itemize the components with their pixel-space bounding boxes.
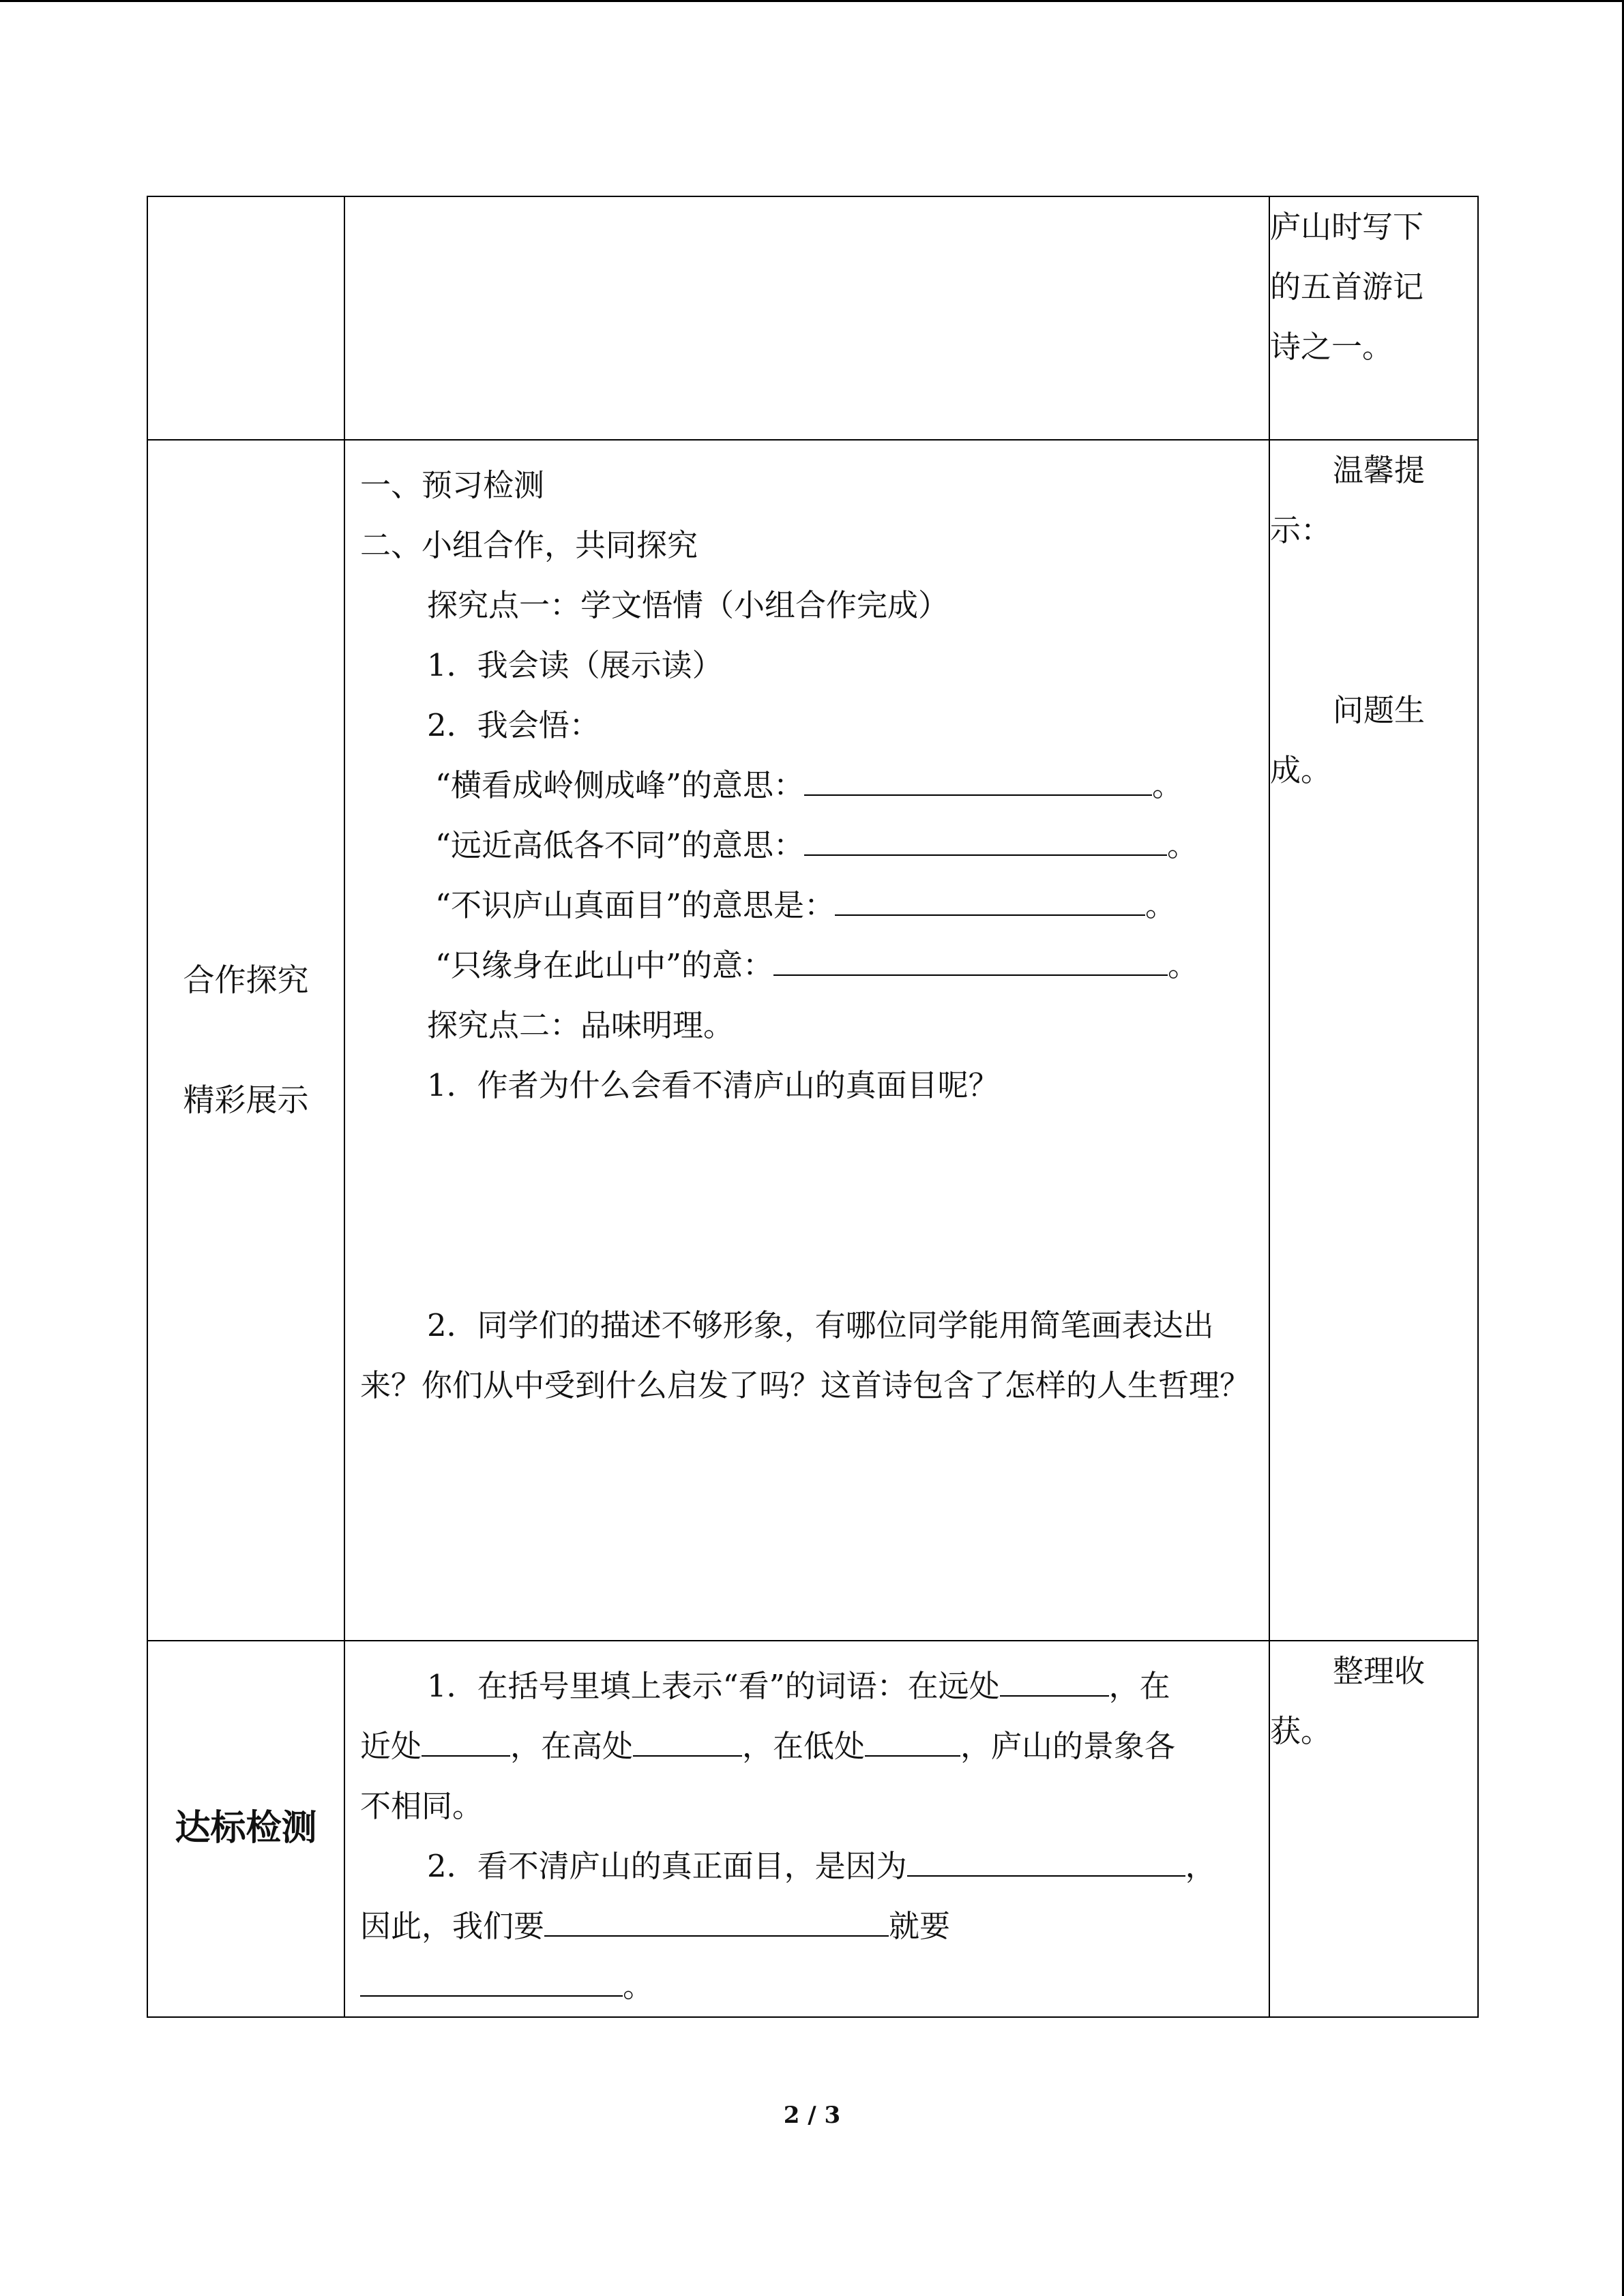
test-1-line-2 bbox=[360, 1716, 1254, 1776]
row2-note2-line-1: 问题生 bbox=[1333, 692, 1426, 728]
question-1-period: 。 bbox=[1152, 767, 1183, 803]
fill-blank-far[interactable] bbox=[1000, 1657, 1109, 1697]
row1-label-cell bbox=[147, 196, 344, 440]
page-top-border bbox=[0, 0, 1624, 2]
test-2-text-d: 就要 bbox=[889, 1908, 951, 1944]
test-1-text-e: ，在低处 bbox=[742, 1728, 866, 1764]
row2-label-line-2: 精彩展示 bbox=[183, 1082, 309, 1118]
row3-note-line-1: 整理收 bbox=[1333, 1653, 1426, 1689]
row2-note1-line-2: 示： bbox=[1270, 512, 1332, 548]
test-1-text-f: ，庐山的景象各 bbox=[960, 1728, 1176, 1764]
inquiry-point-1: 探究点一：学文悟情（小组合作完成） bbox=[427, 587, 949, 623]
question-2 bbox=[360, 816, 1254, 876]
inquiry-question-1: 1．作者为什么会看不清庐山的真面目呢？ bbox=[427, 1067, 999, 1103]
question-4-text: “只缘身在此山中”的意： bbox=[435, 947, 774, 983]
question-2-period: 。 bbox=[1167, 827, 1198, 863]
test-1-text-d: ，在高处 bbox=[510, 1728, 634, 1764]
fill-blank-low[interactable] bbox=[865, 1717, 960, 1757]
question-3-period: 。 bbox=[1145, 887, 1177, 923]
answer-blank-2[interactable] bbox=[804, 816, 1167, 856]
inquiry-question-2: 2．同学们的描述不够形象，有哪位同学能用简笔画表达出来？你们从中受到什么启发了吗？这首诗包含了怎样的人生哲理？ bbox=[360, 1307, 1251, 1403]
row2-label-line-1: 合作探究 bbox=[183, 961, 309, 998]
question-3 bbox=[360, 876, 1254, 936]
row3-content-cell bbox=[344, 1641, 1269, 2017]
row2-note2-line-2: 成。 bbox=[1270, 752, 1332, 788]
item-read: 1．我会读（展示读） bbox=[427, 647, 723, 683]
test-1-line-3: 不相同。 bbox=[360, 1788, 484, 1824]
row1-note-line-1: 庐山时写下 bbox=[1270, 209, 1424, 245]
row2-note-cell bbox=[1269, 440, 1478, 1641]
row3-note-line-2: 获。 bbox=[1270, 1713, 1332, 1749]
row2-note1-line-1: 温馨提 bbox=[1333, 452, 1426, 488]
fill-blank-reason[interactable] bbox=[907, 1837, 1185, 1877]
test-1-line-1 bbox=[360, 1656, 1254, 1716]
row2-label-cell bbox=[147, 440, 344, 1641]
question-4 bbox=[360, 936, 1254, 996]
answer-blank-1[interactable] bbox=[804, 756, 1152, 796]
table-row-assessment bbox=[147, 1641, 1478, 2017]
table-row-cooperation bbox=[147, 440, 1478, 1641]
row1-note-line-3: 诗之一。 bbox=[1270, 329, 1393, 365]
test-1-text-a: 1．在括号里填上表示“看”的词语：在远处 bbox=[427, 1668, 1000, 1704]
inquiry-point-2: 探究点二：品味明理。 bbox=[427, 1007, 735, 1043]
answer-blank-3[interactable] bbox=[835, 876, 1145, 916]
page-number: 2 / 3 bbox=[783, 2102, 841, 2129]
fill-blank-near[interactable] bbox=[422, 1717, 510, 1757]
test-2-line-3 bbox=[360, 1956, 1254, 2016]
row1-content-cell bbox=[344, 196, 1269, 440]
row1-note-line-2: 的五首游记 bbox=[1270, 269, 1424, 305]
question-4-period: 。 bbox=[1168, 947, 1199, 983]
question-2-text: “远近高低各不同”的意思： bbox=[435, 827, 805, 863]
item-understand: 2．我会悟： bbox=[427, 707, 600, 743]
test-2-line-2 bbox=[360, 1896, 1254, 1956]
row3-label-cell bbox=[147, 1641, 344, 2017]
row2-content-cell bbox=[344, 440, 1269, 1641]
worksheet-table bbox=[147, 196, 1479, 2018]
section-group-cooperation: 二、小组合作，共同探究 bbox=[360, 527, 698, 563]
row1-note-cell bbox=[1269, 196, 1478, 440]
test-2-line-1 bbox=[360, 1836, 1254, 1896]
fill-blank-conclusion[interactable] bbox=[360, 1957, 623, 1997]
test-1-text-c: 近处 bbox=[360, 1728, 422, 1764]
row3-note-cell bbox=[1269, 1641, 1478, 2017]
answer-blank-4[interactable] bbox=[773, 936, 1168, 976]
question-1 bbox=[360, 756, 1254, 816]
table-row-continuation bbox=[147, 196, 1478, 440]
fill-blank-should[interactable] bbox=[544, 1897, 889, 1937]
test-2-text-e: 。 bbox=[623, 1968, 654, 2004]
test-1-text-b: ，在 bbox=[1108, 1668, 1170, 1704]
test-2-text-b: ， bbox=[1185, 1848, 1216, 1884]
question-3-text: “不识庐山真面目”的意思是： bbox=[435, 887, 836, 923]
fill-blank-high[interactable] bbox=[633, 1717, 742, 1757]
test-2-text-c: 因此，我们要 bbox=[360, 1908, 545, 1944]
test-2-text-a: 2．看不清庐山的真正面目，是因为 bbox=[427, 1848, 907, 1884]
section-preview-check: 一、预习检测 bbox=[360, 467, 545, 503]
question-1-text: “横看成岭侧成峰”的意思： bbox=[435, 767, 805, 803]
row3-label: 达标检测 bbox=[175, 1808, 317, 1849]
